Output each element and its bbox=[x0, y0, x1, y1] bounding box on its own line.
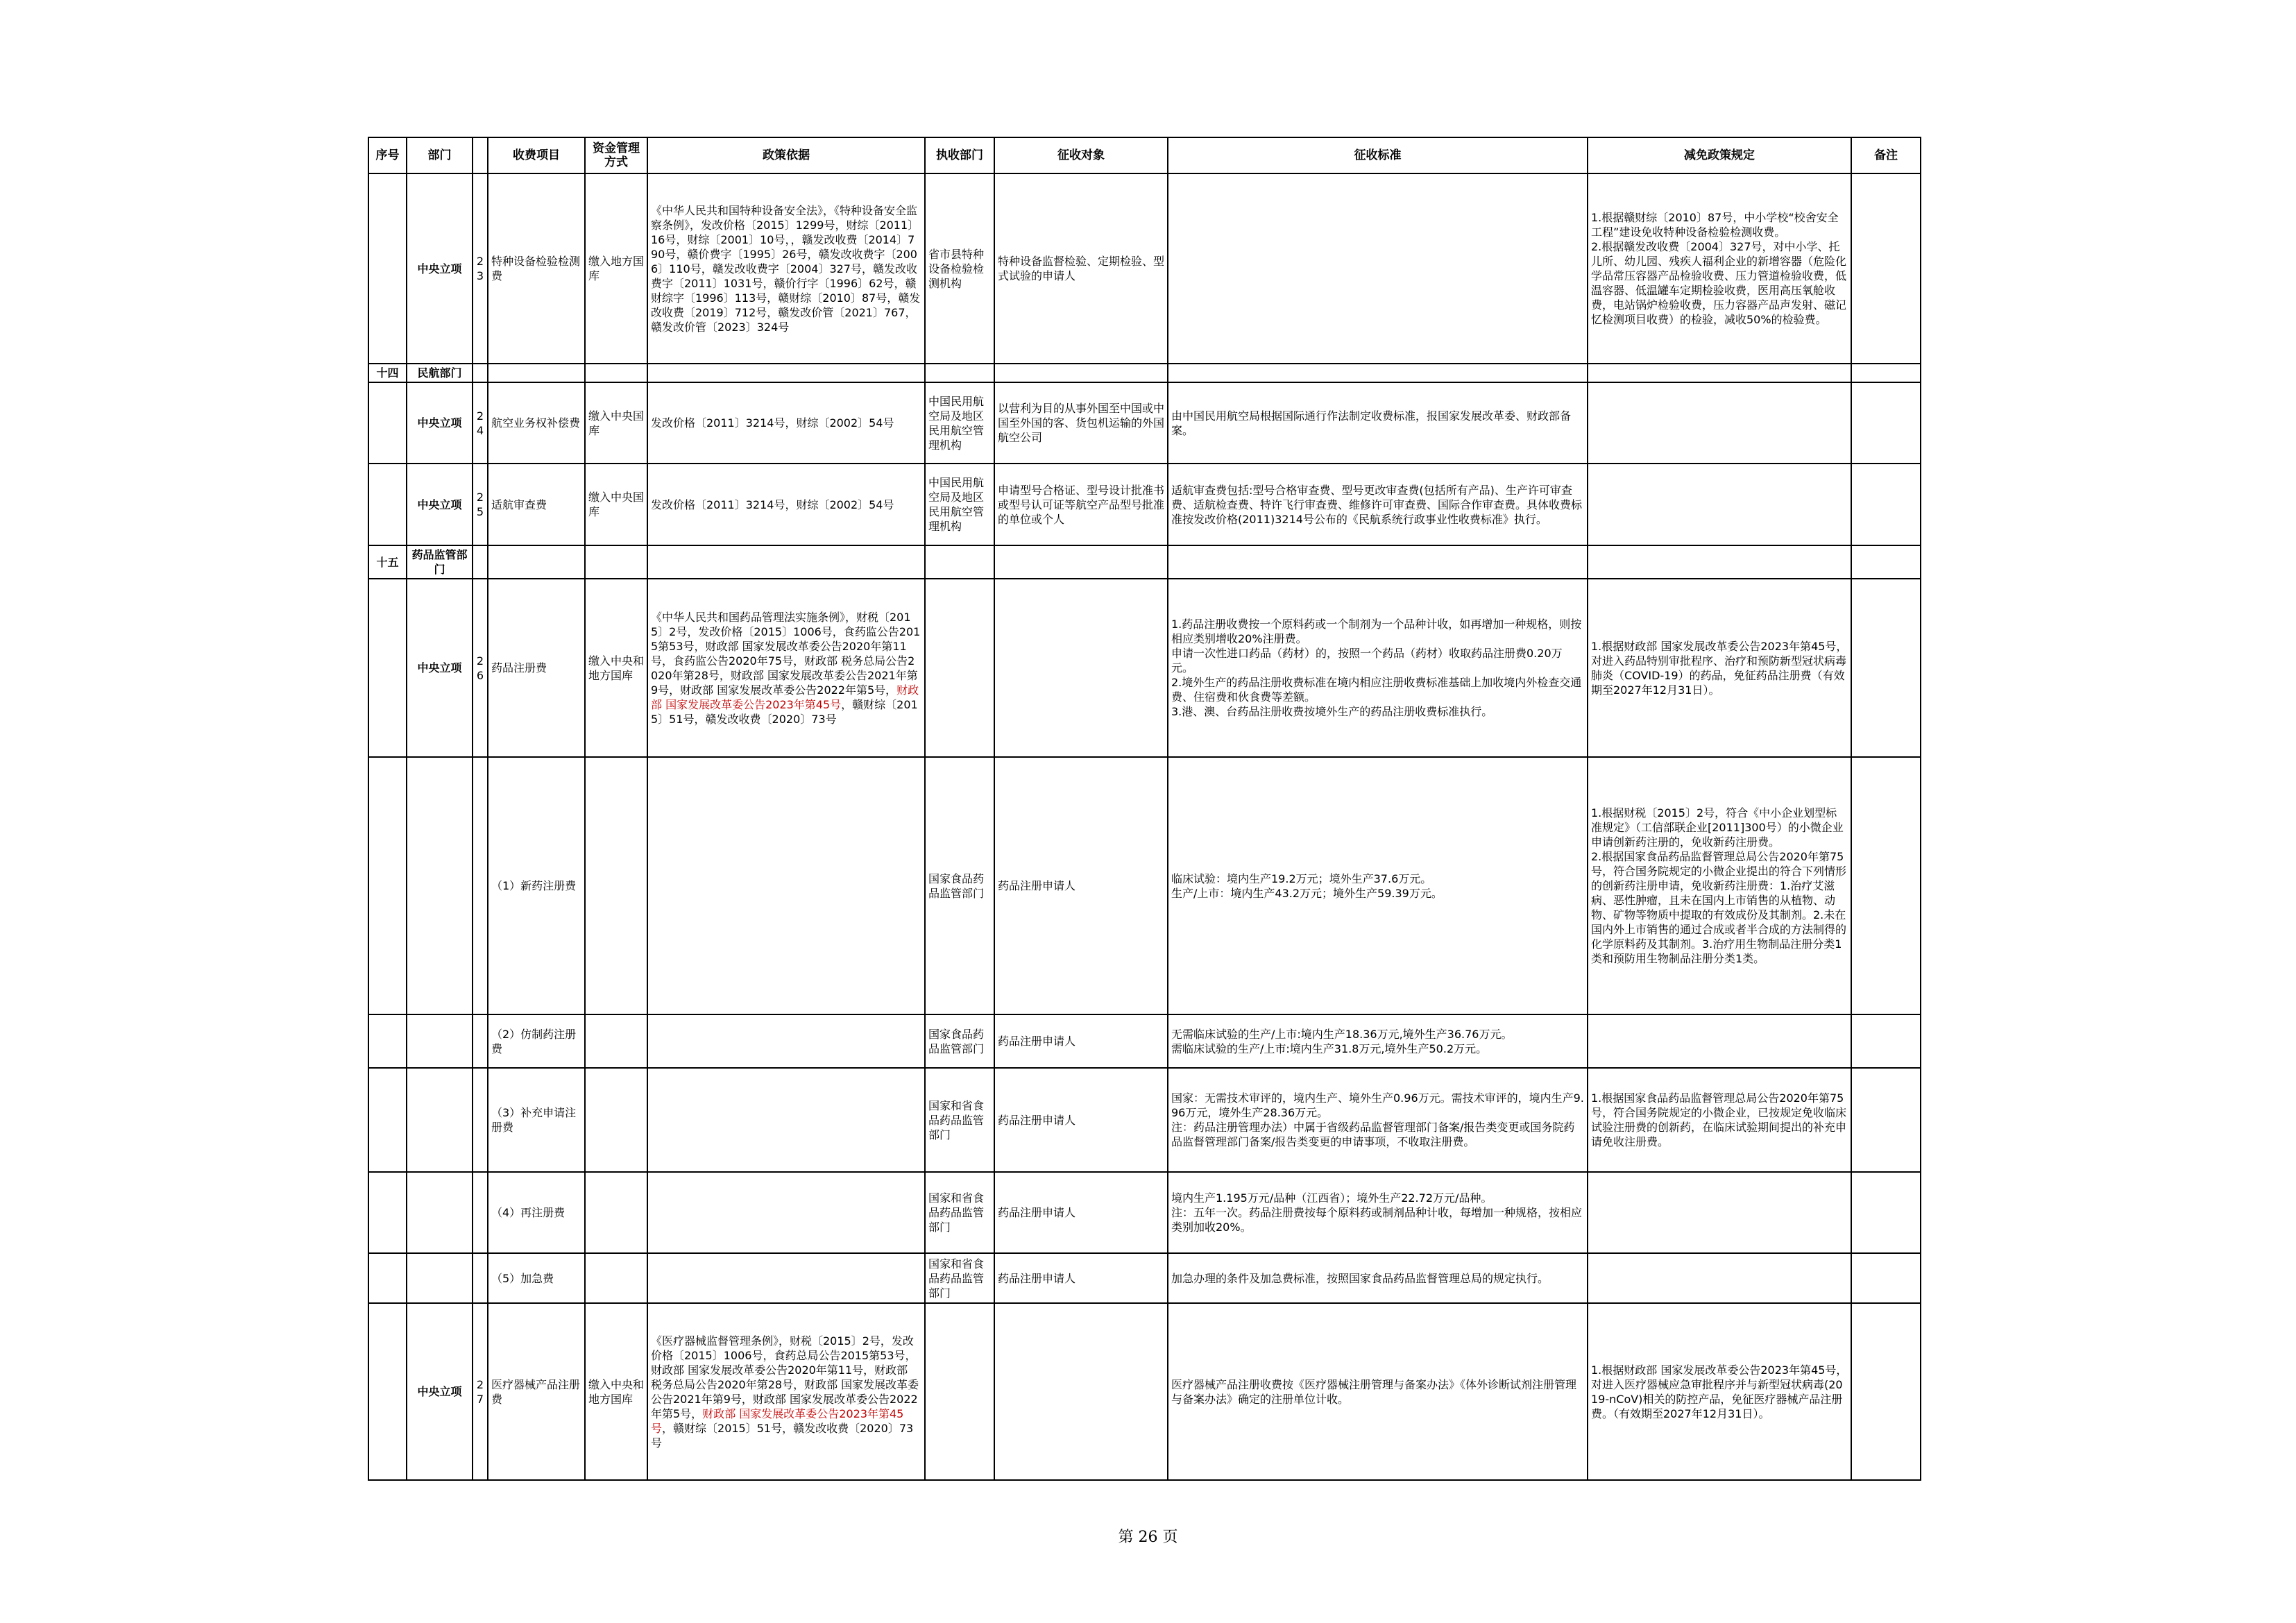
fund-cell: 缴入中央和地方国库 bbox=[585, 579, 647, 757]
target-cell: 特种设备监督检验、定期检验、型式试验的申请人 bbox=[994, 173, 1168, 364]
header-note: 备注 bbox=[1851, 137, 1921, 173]
exempt-cell: 1.根据国家食品药品监督管理总局公告2020年第75号，符合国务院规定的小微企业，已按规定免收临床试验注册费的创新药，在临床试验期间提出的补充申请免收注册费。 bbox=[1588, 1068, 1851, 1172]
header-seq: 序号 bbox=[368, 137, 407, 173]
basis-text: ，赣财综〔2015〕51号，赣发改收费〔2020〕73号 bbox=[651, 1421, 914, 1450]
table-row bbox=[368, 1068, 1921, 1172]
table-row bbox=[368, 173, 1921, 364]
table-row bbox=[368, 382, 1921, 464]
fund-cell: 缴入地方国库 bbox=[585, 173, 647, 364]
collector-cell: 国家食品药品监管部门 bbox=[925, 757, 994, 1014]
fund-cell: 缴入中央和地方国库 bbox=[585, 1303, 647, 1480]
header-standard: 征收标准 bbox=[1168, 137, 1588, 173]
target-cell: 药品注册申请人 bbox=[994, 1172, 1168, 1253]
collector-cell: 国家食品药品监管部门 bbox=[925, 1014, 994, 1068]
target-cell: 药品注册申请人 bbox=[994, 757, 1168, 1014]
standard-cell: 境内生产1.195万元/品种（江西省）；境外生产22.72万元/品种。 注：五年一次。药品注册费按每个原料药或制剂品种计收，每增加一种规格，按相应类别加收20%。 bbox=[1168, 1172, 1588, 1253]
fee-table bbox=[368, 137, 1921, 1481]
header-fund: 资金管理方式 bbox=[585, 137, 647, 173]
exempt-cell bbox=[1588, 1172, 1851, 1253]
exempt-cell: 1.根据赣财综〔2010〕87号，中小学校“校舍安全工程”建设免收特种设备检验检测收费。 2.根据赣发改收费〔2004〕327号，对中小学、托儿所、幼儿园、残疾人福利企业的新增容器（危险化学品常压容器产品检验收费、压力管道检验收费，低温容器、低温罐车定期检验收费，医用高压氧舱收费，电站锅炉检验收费，压力容器产品声发射、磁记忆检测项目收费）的检验，减收50%的检验费。 bbox=[1588, 173, 1851, 364]
seq-cell bbox=[368, 382, 407, 464]
item-cell: 特种设备检验检测费 bbox=[488, 173, 585, 364]
num-cell: 26 bbox=[473, 579, 488, 757]
table-row bbox=[368, 1303, 1921, 1480]
seq-cell bbox=[368, 579, 407, 757]
section-seq: 十五 bbox=[368, 545, 407, 579]
exempt-cell: 1.根据财政部 国家发展改革委公告2023年第45号，对进入医疗器械应急审批程序并与新型冠状病毒(2019-nCoV)相关的防控产品，免征医疗器械产品注册费。（有效期至2027年12月31日）。 bbox=[1588, 1303, 1851, 1480]
item-cell: （3）补充申请注册费 bbox=[488, 1068, 585, 1172]
section-name: 民航部门 bbox=[407, 364, 473, 382]
note-cell bbox=[1851, 579, 1921, 757]
num-cell: 27 bbox=[473, 1303, 488, 1480]
collector-cell: 国家和省食品药品监管部门 bbox=[925, 1253, 994, 1303]
standard-cell: 临床试验：境内生产19.2万元；境外生产37.6万元。 生产/上市：境内生产43.2万元；境外生产59.39万元。 bbox=[1168, 757, 1588, 1014]
header-row bbox=[368, 137, 1921, 173]
num-cell: 25 bbox=[473, 464, 488, 545]
dept-cell: 中央立项 bbox=[407, 382, 473, 464]
target-cell: 药品注册申请人 bbox=[994, 1014, 1168, 1068]
note-cell bbox=[1851, 382, 1921, 464]
standard-cell: 国家：无需技术审评的，境内生产、境外生产0.96万元。需技术审评的，境内生产9.96万元，境外生产28.36万元。 注：药品注册管理办法）中属于省级药品监督管理部门备案/报告类变更或国务院药品监督管理部门备案/报告类变更的申请事项，不收取注册费。 bbox=[1168, 1068, 1588, 1172]
collector-cell bbox=[925, 579, 994, 757]
header-target: 征收对象 bbox=[994, 137, 1168, 173]
dept-cell: 中央立项 bbox=[407, 579, 473, 757]
basis-cell bbox=[647, 579, 925, 757]
standard-cell: 适航审查费包括:型号合格审查费、型号更改审查费(包括所有产品)、生产许可审查费、适航检查费、特许飞行审查费、维修许可审查费、国际合作审查费。具体收费标准按发改价格(2011)3214号公布的《民航系统行政事业性收费标准》执行。 bbox=[1168, 464, 1588, 545]
target-cell: 以营利为目的从事外国至中国或中国至外国的客、货包机运输的外国航空公司 bbox=[994, 382, 1168, 464]
exempt-cell: 1.根据财政部 国家发展改革委公告2023年第45号，对进入药品特别审批程序、治疗和预防新型冠状病毒肺炎（COVID-19）的药品，免征药品注册费（有效期至2027年12月31日）。 bbox=[1588, 579, 1851, 757]
item-cell: 适航审查费 bbox=[488, 464, 585, 545]
section-seq: 十四 bbox=[368, 364, 407, 382]
exempt-cell bbox=[1588, 1014, 1851, 1068]
item-cell: （4）再注册费 bbox=[488, 1172, 585, 1253]
item-cell: 药品注册费 bbox=[488, 579, 585, 757]
table-row bbox=[368, 1014, 1921, 1068]
target-cell: 药品注册申请人 bbox=[994, 1068, 1168, 1172]
seq-cell bbox=[368, 173, 407, 364]
table-row bbox=[368, 1253, 1921, 1303]
basis-text: ，赣财综〔2015〕51号，赣发改收费〔2020〕73号 bbox=[651, 697, 918, 726]
header-item: 收费项目 bbox=[488, 137, 585, 173]
num-cell: 24 bbox=[473, 382, 488, 464]
basis-highlight: 财政部 国家发展改革委公告2023年第45号 bbox=[651, 683, 919, 711]
standard-cell: 无需临床试验的生产/上市:境内生产18.36万元,境外生产36.76万元。 需临床试验的生产/上市:境内生产31.8万元,境外生产50.2万元。 bbox=[1168, 1014, 1588, 1068]
header-dept: 部门 bbox=[407, 137, 473, 173]
section-row bbox=[368, 545, 1921, 579]
seq-cell bbox=[368, 1303, 407, 1480]
basis-text: 《医疗器械监督管理条例》，财税〔2015〕2号，发改价格〔2015〕1006号，食药总局公告2015第53号，财政部 国家发展改革委公告2020年第11号，财政部 税务总局公告2020年第28号，财政部 国家发展改革委公告2021年第9号，财政部 国家发展改革委公告2022年第5号， bbox=[651, 1334, 919, 1420]
item-cell: （5）加急费 bbox=[488, 1253, 585, 1303]
dept-cell: 中央立项 bbox=[407, 464, 473, 545]
collector-cell: 省市县特种设备检验检测机构 bbox=[925, 173, 994, 364]
note-cell bbox=[1851, 464, 1921, 545]
item-cell: （2）仿制药注册费 bbox=[488, 1014, 585, 1068]
target-cell: 申请型号合格证、型号设计批准书或型号认可证等航空产品型号批准的单位或个人 bbox=[994, 464, 1168, 545]
basis-cell: 发改价格〔2011〕3214号，财综〔2002〕54号 bbox=[647, 382, 925, 464]
basis-cell: 《中华人民共和国特种设备安全法》，《特种设备安全监察条例》，发改价格〔2015〕1299号，财综〔2011〕16号，财综〔2001〕10号，，赣发改收费〔2014〕790号，赣价费字〔1995〕26号，赣发改收费字〔2006〕110号，赣发改收费字〔2004〕327号，赣发改收费字〔2011〕1031号，赣价行字〔1996〕62号，赣财综字〔1996〕113号，赣财综〔2010〕87号，赣发改收费〔2019〕712号，赣发改价管〔2021〕767，赣发改价管〔2023〕324号 bbox=[647, 173, 925, 364]
basis-text: 《中华人民共和国药品管理法实施条例》，财税〔2015〕2号，发改价格〔2015〕1006号，食药监公告2015第53号，财政部 国家发展改革委公告2020年第11号，食药监公告2020年75号，财政部 税务总局公告2020年第28号，财政部 国家发展改革委公告2021年第9号，财政部 国家发展改革委公告2022年第5号， bbox=[651, 610, 921, 697]
item-cell: 航空业务权补偿费 bbox=[488, 382, 585, 464]
dept-cell: 中央立项 bbox=[407, 1303, 473, 1480]
seq-cell bbox=[368, 464, 407, 545]
collector-cell: 国家和省食品药品监管部门 bbox=[925, 1068, 994, 1172]
header-basis: 政策依据 bbox=[647, 137, 925, 173]
standard-cell: 由中国民用航空局根据国际通行作法制定收费标准，报国家发展改革委、财政部备案。 bbox=[1168, 382, 1588, 464]
exempt-cell bbox=[1588, 464, 1851, 545]
exempt-cell: 1.根据财税〔2015〕2号，符合《中小企业划型标准规定》（工信部联企业[2011]300号）的小微企业申请创新药注册的，免收新药注册费。 2.根据国家食品药品监督管理总局公告2020年第75号，符合国务院规定的小微企业提出的符合下列情形的创新药注册申请，免收新药注册费：1.治疗艾滋病、恶性肿瘤，且未在国内上市销售的从植物、动物、矿物等物质中提取的有效成份及其制剂。2.未在国内外上市销售的通过合成或者半合成的方法制得的化学原料药及其制剂。3.治疗用生物制品注册分类1类和预防用生物制品注册分类1类。 bbox=[1588, 757, 1851, 1014]
dept-cell: 中央立项 bbox=[407, 173, 473, 364]
note-cell bbox=[1851, 173, 1921, 364]
basis-cell bbox=[647, 1303, 925, 1480]
basis-highlight: 财政部 国家发展改革委公告2023年第45号 bbox=[651, 1407, 904, 1435]
item-cell: 医疗器械产品注册费 bbox=[488, 1303, 585, 1480]
table-row bbox=[368, 757, 1921, 1014]
exempt-cell bbox=[1588, 1253, 1851, 1303]
section-name: 药品监管部门 bbox=[407, 545, 473, 579]
collector-cell bbox=[925, 1303, 994, 1480]
fund-cell: 缴入中央国库 bbox=[585, 464, 647, 545]
target-cell bbox=[994, 1303, 1168, 1480]
standard-cell: 加急办理的条件及加急费标准，按照国家食品药品监督管理总局的规定执行。 bbox=[1168, 1253, 1588, 1303]
standard-cell bbox=[1168, 173, 1588, 364]
basis-cell: 发改价格〔2011〕3214号，财综〔2002〕54号 bbox=[647, 464, 925, 545]
header-exempt: 减免政策规定 bbox=[1588, 137, 1851, 173]
header-num bbox=[473, 137, 488, 173]
collector-cell: 国家和省食品药品监管部门 bbox=[925, 1172, 994, 1253]
table-row bbox=[368, 579, 1921, 757]
standard-cell: 医疗器械产品注册收费按《医疗器械注册管理与备案办法》《体外诊断试剂注册管理与备案办法》确定的注册单位计收。 bbox=[1168, 1303, 1588, 1480]
target-cell bbox=[994, 579, 1168, 757]
collector-cell: 中国民用航空局及地区民用航空管理机构 bbox=[925, 464, 994, 545]
num-cell: 23 bbox=[473, 173, 488, 364]
fund-cell: 缴入中央国库 bbox=[585, 382, 647, 464]
target-cell: 药品注册申请人 bbox=[994, 1253, 1168, 1303]
table-row bbox=[368, 1172, 1921, 1253]
collector-cell: 中国民用航空局及地区民用航空管理机构 bbox=[925, 382, 994, 464]
header-collector: 执收部门 bbox=[925, 137, 994, 173]
page-number: 第 26 页 bbox=[1118, 1529, 1178, 1546]
standard-cell: 1.药品注册收费按一个原料药或一个制剂为一个品种计收，如再增加一种规格，则按相应类别增收20%注册费。 申请一次性进口药品（药材）的，按照一个药品（药材）收取药品注册费0.20万元。 2.境外生产的药品注册收费标准在境内相应注册收费标准基础上加收境内外检查交通费、住宿费和伙食费等差额。 3.港、澳、台药品注册收费按境外生产的药品注册收费标准执行。 bbox=[1168, 579, 1588, 757]
exempt-cell bbox=[1588, 382, 1851, 464]
table-row bbox=[368, 464, 1921, 545]
note-cell bbox=[1851, 1303, 1921, 1480]
section-row bbox=[368, 364, 1921, 382]
item-cell: （1）新药注册费 bbox=[488, 757, 585, 1014]
